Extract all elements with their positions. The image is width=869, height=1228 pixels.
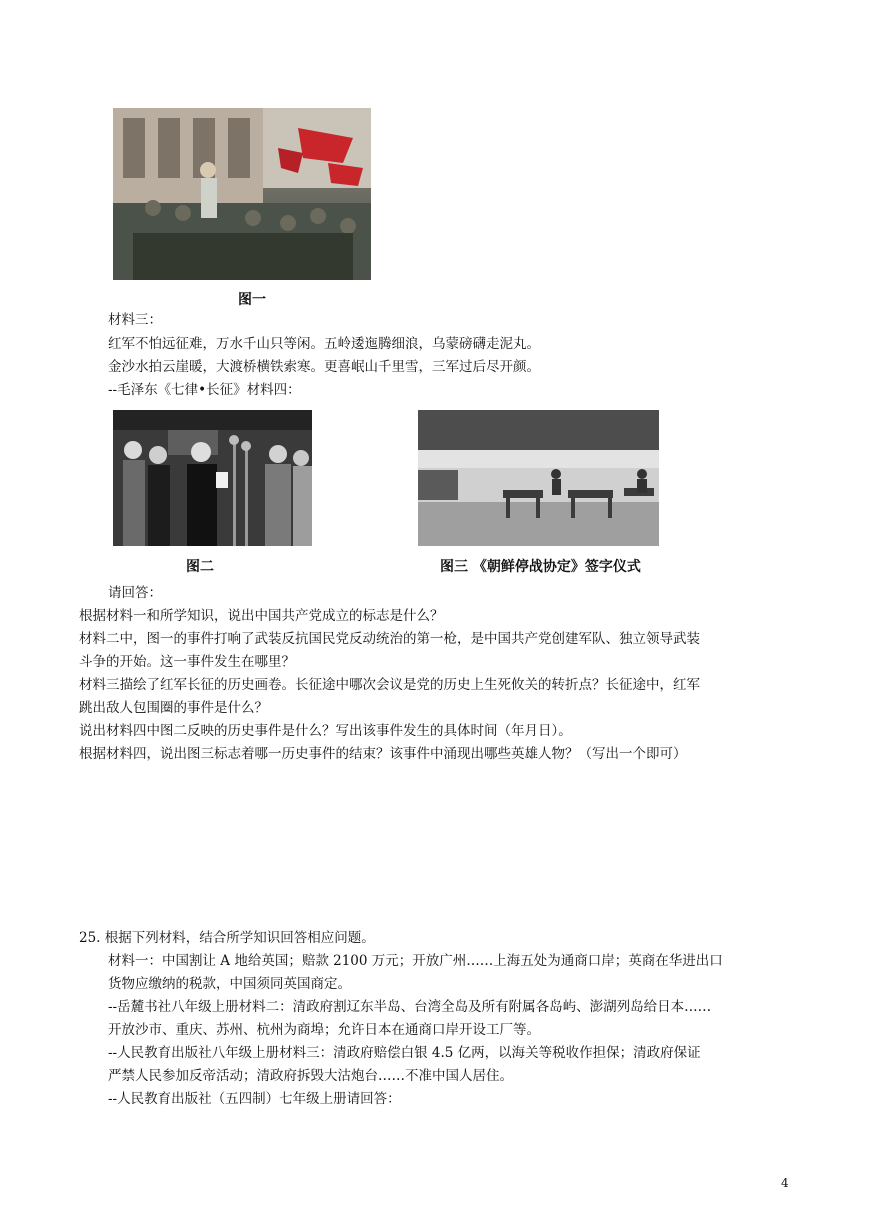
figure-2-image [113, 410, 312, 546]
figure-2-caption: 图二 [186, 559, 214, 575]
question-3-line-2: 跳出敌人包围圈的事件是什么？ [79, 700, 268, 716]
poem-line-2: 金沙水拍云崖暖，大渡桥横铁索寒。更喜岷山千里雪，三军过后尽开颜。 [108, 359, 540, 375]
figure-1-image [113, 108, 371, 280]
page-number: 4 [781, 1176, 789, 1190]
figure-1-caption: 图一 [238, 292, 266, 308]
question-25-title: 25. 根据下列材料，结合所学知识回答相应问题。 [79, 930, 375, 946]
question-3-line-1: 材料三描绘了红军长征的历史画卷。长征途中哪次会议是党的历史上生死攸关的转折点？长征途中，红军 [79, 677, 700, 693]
material-3-label: 材料三： [108, 312, 162, 328]
q25-material-2-line-2: 开放沙市、重庆、苏州、杭州为商埠；允许日本在通商口岸开设工厂等。 [108, 1022, 540, 1038]
question-2-line-1: 材料二中，图一的事件打响了武装反抗国民党反动统治的第一枪，是中国共产党创建军队、独立领导武装 [79, 631, 700, 647]
question-1: 根据材料一和所学知识，说出中国共产党成立的标志是什么？ [79, 608, 444, 624]
figure-2-illustration [113, 410, 312, 546]
q25-material-2-line-1: --岳麓书社八年级上册材料二：清政府割辽东半岛、台湾全岛及所有附属各岛屿、澎湖列岛给日本…… [108, 999, 712, 1015]
question-2-line-2: 斗争的开始。这一事件发生在哪里？ [79, 654, 295, 670]
q25-material-1-line-1: 材料一：中国割让 A 地给英国；赔款 2100 万元；开放广州……上海五处为通商口岸；英商在华进出口 [108, 953, 723, 969]
question-4: 说出材料四中图二反映的历史事件是什么？写出该事件发生的具体时间（年月日）。 [79, 723, 572, 739]
questions-prompt: 请回答： [108, 585, 162, 601]
q25-material-3-line-2: 严禁人民参加反帝活动；清政府拆毁大沽炮台……不准中国人居住。 [108, 1068, 513, 1084]
figure-3-illustration [418, 410, 659, 546]
figure-1-illustration [113, 108, 371, 280]
q25-material-3-line-3: --人民教育出版社（五四制）七年级上册请回答： [108, 1091, 401, 1107]
poem-line-1: 红军不怕远征难，万水千山只等闲。五岭逶迤腾细浪，乌蒙磅礴走泥丸。 [108, 336, 540, 352]
q25-material-3-line-1: --人民教育出版社八年级上册材料三：清政府赔偿白银 4.5 亿两，以海关等税收作担保；清政府保证 [108, 1045, 701, 1061]
q25-material-1-line-2: 货物应缴纳的税款，中国须同英国商定。 [108, 976, 351, 992]
question-5: 根据材料四，说出图三标志着哪一历史事件的结束？该事件中涌现出哪些英雄人物？（写出一个即可） [79, 746, 687, 762]
poem-source-and-material-4: --毛泽东《七律•长征》材料四： [108, 382, 301, 398]
figure-3-image [418, 410, 659, 546]
figure-3-caption: 图三 《朝鲜停战协定》签字仪式 [440, 559, 641, 575]
